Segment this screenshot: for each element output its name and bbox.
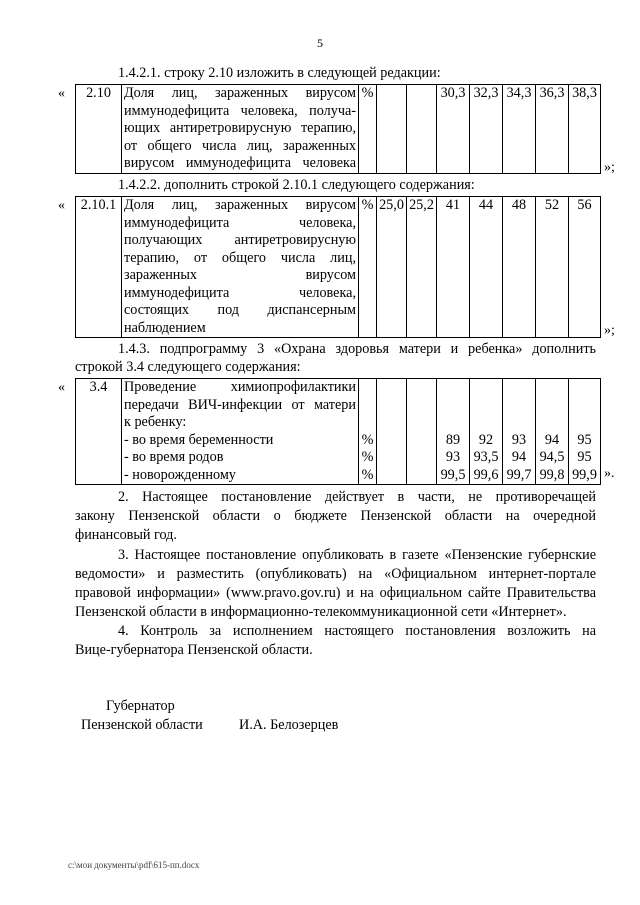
row-description: Проведение химиопрофилактики передачи ВИЧ-инфекции от матери к ребенку: - во время беременности - во время родов - новорожденному	[122, 379, 359, 485]
subrow-label: - новорожденному	[124, 466, 236, 483]
value-cell: 30,3	[437, 85, 470, 174]
table-row-2101	[75, 196, 601, 338]
value-cell	[377, 85, 407, 174]
quote-open-3: «	[58, 380, 65, 395]
value-cell: 41	[437, 197, 470, 338]
value-cell: 34,3	[503, 85, 536, 174]
value-cell: 38,3	[569, 85, 601, 174]
paragraph-3-line4: Пензенской области в информационно-телекоммуникационной сети «Интернет».	[75, 604, 567, 620]
value-cell	[377, 379, 407, 485]
value-cell: 89 93 99,5	[437, 379, 470, 485]
value-cell: 25,0	[377, 197, 407, 338]
signature-title-line2: Пензенской области	[81, 717, 203, 733]
paragraph-2-line2: закону Пензенской области о бюджете Пензенской области на очередной	[75, 508, 596, 524]
table-row-210	[75, 84, 601, 174]
paragraph-4-line2: Вице-губернатора Пензенской области.	[75, 642, 313, 658]
value-cell: 44	[470, 197, 503, 338]
row-number: 2.10	[76, 85, 122, 174]
paragraph-3-line2: ведомости» и разместить (опубликовать) на «Официальном интернет-портале	[75, 566, 596, 582]
footer-file-path: c:\мои документы\pdf\615-пп.docx	[68, 860, 200, 870]
paragraph-2-line1: 2. Настоящее постановление действует в части, не противоречащей	[118, 489, 596, 505]
quote-open-1: «	[58, 86, 65, 101]
row-unit: %	[359, 197, 377, 338]
table-row-34	[75, 378, 601, 485]
value-cell: 56	[569, 197, 601, 338]
row-description: Доля лиц, зараженных вирусом иммунодефицита человека, получа- ющих антиретровирусную терапию, от общего числа лиц, зараженных вирусом иммунодефицита человека	[122, 85, 359, 174]
subrow-label: - во время родов	[124, 449, 224, 465]
value-cell: 94 94,5 99,8	[536, 379, 569, 485]
value-cell: 36,3	[536, 85, 569, 174]
value-cell: 93 94 99,7	[503, 379, 536, 485]
row-unit: %	[359, 85, 377, 174]
item-143-line1: 1.4.3. подпрограмму 3 «Охрана здоровья матери и ребенка» дополнить	[118, 341, 596, 357]
signature-title-line1: Губернатор	[106, 698, 175, 714]
value-cell	[407, 379, 437, 485]
quote-close-1: »;	[604, 160, 615, 175]
page-number: 5	[317, 36, 323, 50]
value-cell: 25,2	[407, 197, 437, 338]
paragraph-4-line1: 4. Контроль за исполнением настоящего постановления возложить на	[118, 623, 596, 639]
value-cell: 52	[536, 197, 569, 338]
value-cell: 92 93,5 99,6	[470, 379, 503, 485]
value-cell	[407, 85, 437, 174]
quote-close-3: ».	[604, 466, 615, 481]
item-1422-text: 1.4.2.2. дополнить строкой 2.10.1 следующего содержания:	[118, 177, 475, 193]
row-number: 2.10.1	[76, 197, 122, 338]
quote-open-2: «	[58, 198, 65, 213]
subrow-label: - во время беременности	[124, 431, 274, 448]
paragraph-2-line3: финансовый год.	[75, 527, 177, 543]
value-cell: 48	[503, 197, 536, 338]
row-number: 3.4	[76, 379, 122, 485]
item-143-line2: строкой 3.4 следующего содержания:	[75, 359, 301, 375]
paragraph-3-line1: 3. Настоящее постановление опубликовать в газете «Пензенские губернские	[118, 547, 596, 563]
row-unit: % % %	[359, 379, 377, 485]
signature-name: И.А. Белозерцев	[239, 717, 339, 733]
row-description: Доля лиц, зараженных вирусом иммунодефицита человека, получающих антиретровирусную терапию, от общего числа лиц, зараженных вирусом иммунодефицита человека, состоящих под диспансерным наблюдением	[122, 197, 359, 338]
quote-close-2: »;	[604, 323, 615, 338]
value-cell: 32,3	[470, 85, 503, 174]
paragraph-3-line3: правовой информации» (www.pravo.gov.ru) и на официальном сайте Правительства	[75, 585, 596, 601]
value-cell: 95 95 99,9	[569, 379, 601, 485]
item-1421-text: 1.4.2.1. строку 2.10 изложить в следующей редакции:	[118, 65, 441, 81]
